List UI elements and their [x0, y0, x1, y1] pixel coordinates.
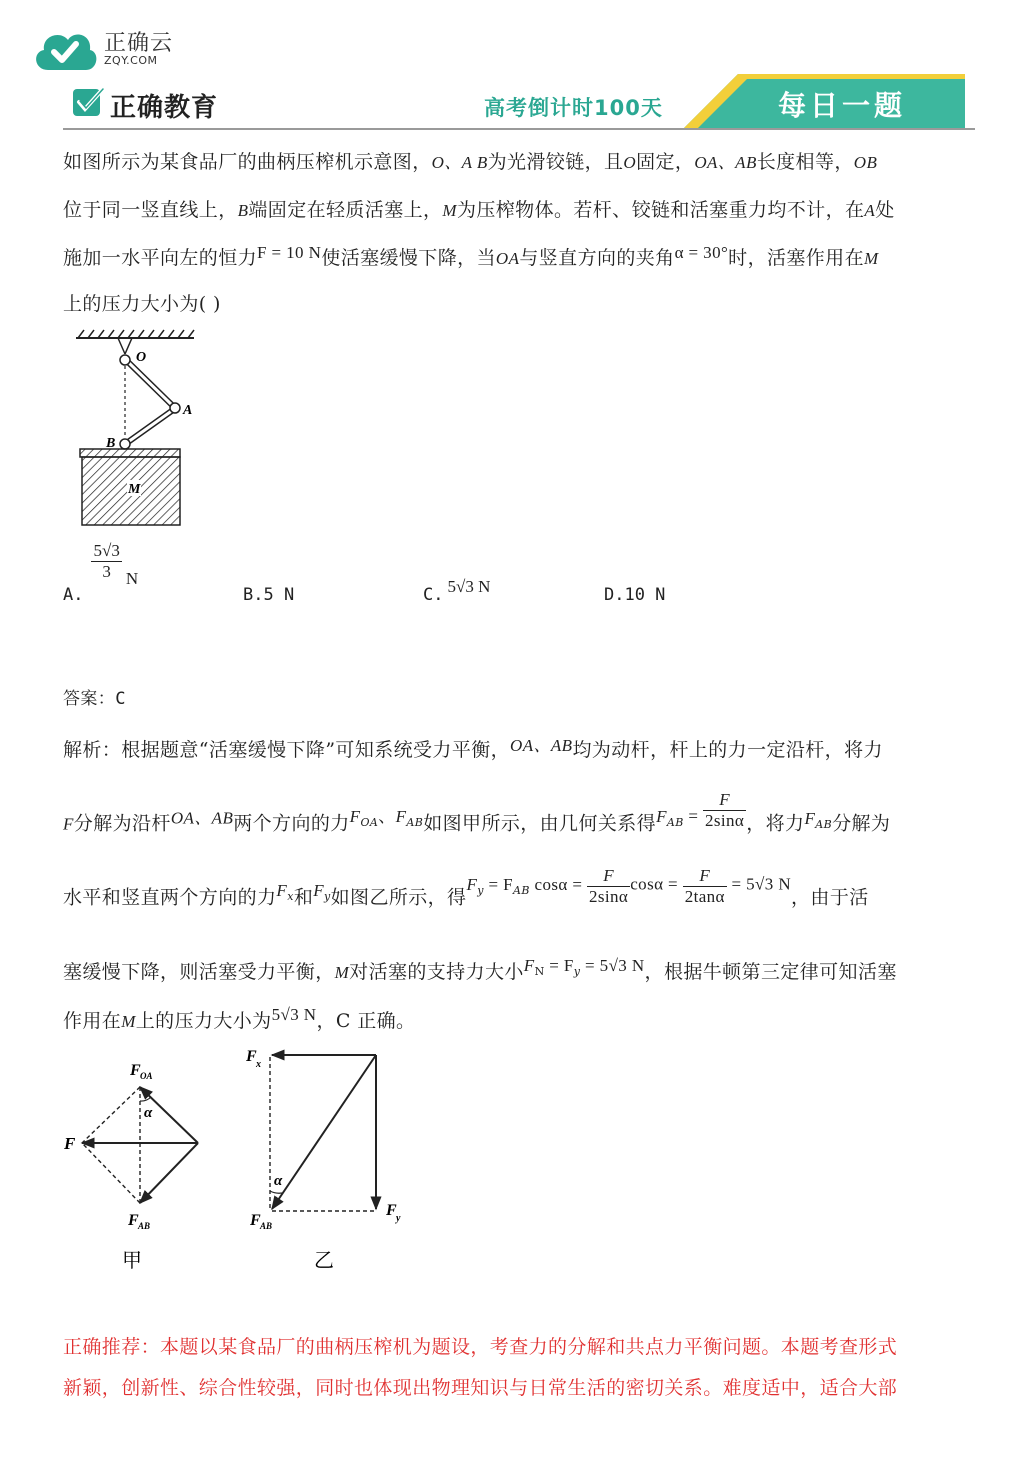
explanation-line-2: F分解为沿杆OA、AB两个方向的力$F_{OA}$、$F_{AB}$如图甲所示，由几何关系得$F_{AB}$ = $\frac{F}{2\sin\alpha}$ ，将力$F_{AB}$分解为	[63, 790, 891, 835]
option-c[interactable]: C. 5√3 N	[423, 577, 491, 605]
option-b[interactable]: B.5 N	[243, 585, 295, 605]
diagram-jia	[63, 1062, 198, 1272]
option-a[interactable]: A. $\frac{5√3}{3}$ N	[63, 540, 139, 605]
label-O: O	[136, 350, 147, 365]
label-M: M	[128, 482, 141, 497]
label-f-oa: F	[130, 1062, 141, 1079]
explanation-line-5: 作用在M上的压力大小为5√3 N，C 正确。	[63, 1005, 416, 1032]
option-d[interactable]: D.10 N	[604, 585, 666, 605]
explanation-line-3: 水平和竖直两个方向的力$F_x$和$F_y$如图乙所示，得$F_y = F_{AB}$ cosα = $\frac{F}{2\sin\alpha}$ cosα = $\frac{F}{2\tan\alpha}$ = 5√3 N，由于活	[63, 866, 869, 909]
press-mechanism-figure	[70, 328, 200, 530]
label-f-ab-jia: F	[128, 1212, 139, 1229]
diagram-yi	[245, 1048, 401, 1272]
svg-text:x: x	[256, 1059, 261, 1070]
label-alpha-yi: α	[274, 1173, 283, 1189]
svg-text:AB: AB	[260, 1221, 273, 1231]
caption-jia: 甲	[122, 1248, 142, 1272]
question-line-2: 位于同一竖直线上，B端固定在轻质活塞上，M为压榨物体。若杆、铰链和活塞重力均不计，在A处	[63, 199, 895, 221]
explanation-line-1: 解析：根据题意“活塞缓慢下降”可知系统受力平衡，OA、AB均为动杆，杆上的力一定沿杆，将力	[63, 736, 883, 761]
svg-text:OA: OA	[140, 1071, 153, 1081]
label-alpha-jia: α	[144, 1105, 153, 1121]
label-f-ab-yi: F	[250, 1212, 261, 1229]
edu-brand-title: 正确教育	[110, 93, 219, 123]
checkbox-logo-icon	[72, 86, 104, 118]
svg-text:AB: AB	[138, 1221, 151, 1231]
daily-question-label: 每日一题	[778, 89, 907, 122]
label-A: A	[183, 403, 193, 418]
countdown-text: 高考倒计时100天	[484, 96, 663, 120]
label-f: F	[64, 1134, 76, 1153]
svg-text:y: y	[396, 1213, 401, 1224]
label-fy: F	[386, 1202, 397, 1219]
force-diagrams	[60, 1045, 420, 1275]
label-fx: F	[246, 1048, 257, 1065]
explanation-line-4: 塞缓慢下降，则活塞受力平衡，M对活塞的支持力大小$F_N = F_y = 5√3$ N，根据牛顿第三定律可知活塞	[63, 956, 897, 983]
question-line-4: 上的压力大小为( )	[63, 293, 221, 315]
question-line-3: 施加一水平向左的恒力F = 10 N使活塞缓慢下降，当OA与竖直方向的夹角α = 30°时，活塞作用在M	[63, 243, 879, 269]
recommend-line-2: 新颖，创新性、综合性较强，同时也体现出物理知识与日常生活的密切关系。难度适中，适合大部	[63, 1377, 898, 1399]
caption-yi: 乙	[314, 1248, 334, 1272]
zqy-cloud-logo-icon	[30, 22, 100, 74]
header-divider	[63, 128, 975, 130]
brand-name: 正确云	[104, 31, 174, 56]
answer-label: 答案：C	[63, 689, 126, 709]
label-B: B	[106, 436, 116, 451]
question-line-1: 如图所示为某食品厂的曲柄压榨机示意图，O、A B为光滑铰链，且O固定，OA、AB长度相等，OB	[63, 151, 878, 173]
brand-url: ZQY.COM	[104, 54, 158, 67]
recommend-line-1: 正确推荐：本题以某食品厂的曲柄压榨机为题设，考查力的分解和共点力平衡问题。本题考查形式	[63, 1336, 898, 1358]
